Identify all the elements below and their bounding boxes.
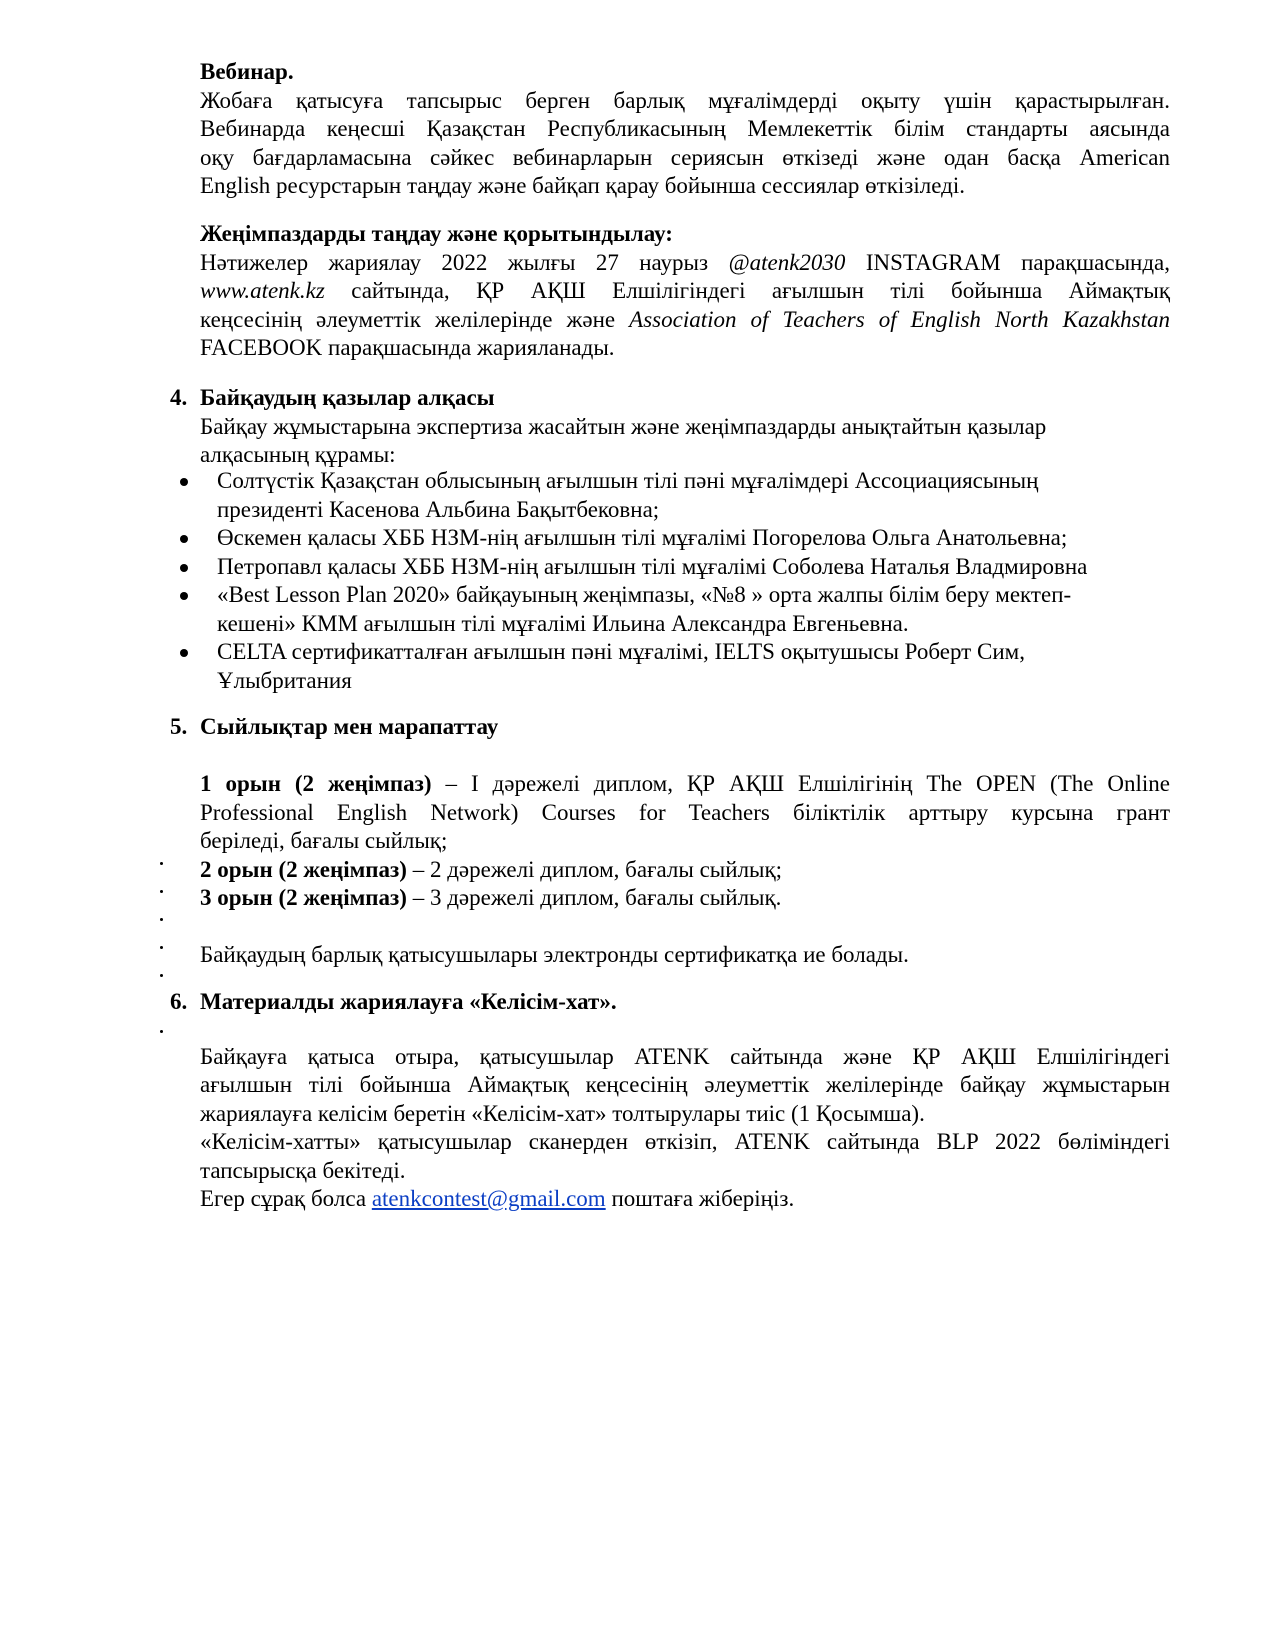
prize-second [200,856,1170,885]
bullet-icon [180,535,188,543]
agreement-line-1: Байқауға қатыса отыра, қатысушылар ATENK сайтында және ҚР АҚШ Елшілігіндегі [200,1043,1170,1069]
list-item [170,524,1170,553]
association-name: Association of Teachers of English North Kazakhstan [629,306,1170,332]
winners-text: Нәтижелер жариялау 2022 жылғы 27 наурыз [200,249,709,275]
section-title: Сыйлықтар мен марапаттау [200,714,499,739]
prize-first-line-2: Professional English Network) Courses for Teachers біліктілік арттыру курсына грант [200,799,1170,825]
list-item [170,638,1170,695]
prize-text: – I дәрежелі диплом, ҚР АҚШ Елшілігінің The OPEN (The Online [445,771,1170,796]
bullet-icon [180,564,188,572]
jury-list [170,467,1170,695]
section-title: Материалды жариялауға «Келісім-хат». [200,989,617,1014]
prize-place: 3 орын (2 жеңімпаз) [200,885,407,910]
webinar-heading: Вебинар. [200,59,294,84]
list-item-text: «Best Lesson Plan 2020» байқауының жеңімпазы, «№8 » орта жалпы білім беру мектеп- [217,582,1072,607]
winners-line-2 [200,277,1170,306]
section-number: 5. [170,714,188,739]
prize-text: – 2 дәрежелі диплом, бағалы сыйлық; [412,856,783,882]
margin-dot [160,890,163,893]
list-item [170,467,1170,524]
list-item-text: Петропавл қаласы ХББ НЗМ-нің ағылшын тілі мұғалімі Соболева Наталья Владмировна [217,553,1088,579]
list-item-text: Өскемен қаласы ХББ НЗМ-нің ағылшын тілі мұғалімі Погорелова Ольга Анатольевна; [217,525,1068,550]
margin-dot [160,862,163,865]
winners-line-1 [200,249,1170,278]
list-item [170,553,1170,582]
webinar-line-2: Вебинарда кеңесші Қазақстан Республикасының Мемлекеттік білім стандарты аясында [200,116,1170,141]
margin-dot [160,1030,163,1033]
winners-heading: Жеңімпаздарды таңдау және қорытындылау: [200,221,673,246]
winners-line-3 [200,306,1170,335]
webinar-line-4: English ресурстарын таңдау және байқап қарау бойынша сессиялар өткізіледі. [200,173,965,198]
email-link[interactable]: atenkcontest@gmail.com [371,1186,606,1211]
winners-section [200,220,1170,363]
section-number: 6. [170,989,188,1014]
agreement-line-2: ағылшын тілі бойынша Аймақтық кеңсесінің әлеуметтік желілерінде байқау жұмыстарын [200,1072,1170,1097]
prize-place: 1 орын (2 жеңімпаз) [200,771,432,796]
prize-first-line-1 [200,770,1170,799]
winners-text: кеңсесінің әлеуметтік желілерінде және [200,306,616,332]
agreement-line-4: «Келісім-хатты» қатысушылар сканерден өткізіп, ATENK сайтында BLP 2022 бөліміндегі [200,1129,1170,1154]
list-item-text: Ұлыбритания [217,667,352,693]
webinar-line-1: Жобаға қатысуға тапсырыс берген барлық мұғалімдерді оқыту үшін қарастырылған. [200,87,1170,113]
instagram-handle: @atenk2030 [728,249,846,275]
prizes-section [170,713,1170,970]
list-item-text: президенті Касенова Альбина Бақытбековна; [217,496,660,522]
list-item-text: кешені» КММ ағылшын тілі мұғалімі Ильина Александра Евгеньевна. [217,610,909,636]
agreement-line-6 [200,1185,1170,1214]
jury-section [170,384,1170,470]
section-number: 4. [170,385,188,410]
margin-dot [160,918,163,921]
margin-dot [160,974,163,977]
bullet-icon [180,592,188,600]
webinar-section [200,58,1170,201]
winners-line-4: FACEBOOK парақшасында жарияланады. [200,335,615,360]
section-title: Байқаудың қазылар алқасы [200,385,495,410]
margin-dot [160,946,163,949]
agreement-section [170,988,1170,1214]
site-url: www.atenk.kz [200,278,325,303]
agreement-line-3: жариялауға келісім беретін «Келісім-хат» толтырулары тиіс (1 Қосымша). [200,1100,925,1126]
webinar-line-3: оқу бағдарламасына сәйкес вебинарларын сериясын өткізеді және одан басқа American [200,144,1170,170]
list-item-text: Солтүстік Қазақстан облысының ағылшын тілі пәні мұғалімдері Ассоциациясының [217,468,1039,493]
prize-third [200,884,1170,913]
jury-intro-1: Байқау жұмыстарына экспертиза жасайтын және жеңімпаздарды анықтайтын қазылар [200,413,1047,439]
winners-text: INSTAGRAM парақшасында, [865,249,1171,275]
list-item [170,581,1170,638]
prize-first-line-3: беріледі, бағалы сыйлық; [200,828,448,853]
prize-text: – 3 дәрежелі диплом, бағалы сыйлық. [412,885,782,910]
bullet-icon [180,649,188,657]
jury-intro-2: алқасының құрамы: [200,442,396,467]
prize-all: Байқаудың барлық қатысушылары электронды сертификатқа ие болады. [200,942,909,967]
contact-text: Егер сұрақ болса [200,1186,367,1211]
list-item-text: CELTA сертификатталған ағылшын пәні мұғалімі, IELTS оқытушысы Роберт Сим, [217,639,1025,664]
agreement-heading [170,988,1170,1017]
contact-text: поштаға жіберіңіз. [611,1186,795,1211]
prize-place: 2 орын (2 жеңімпаз) [200,856,407,882]
winners-text: сайтында, ҚР АҚШ Елшілігіндегі ағылшын тілі бойынша Аймақтық [351,278,1171,303]
bullet-icon [180,478,188,486]
jury-heading [170,384,1170,413]
agreement-line-5: тапсырысқа бекітеді. [200,1157,406,1183]
prizes-heading [170,713,1170,742]
